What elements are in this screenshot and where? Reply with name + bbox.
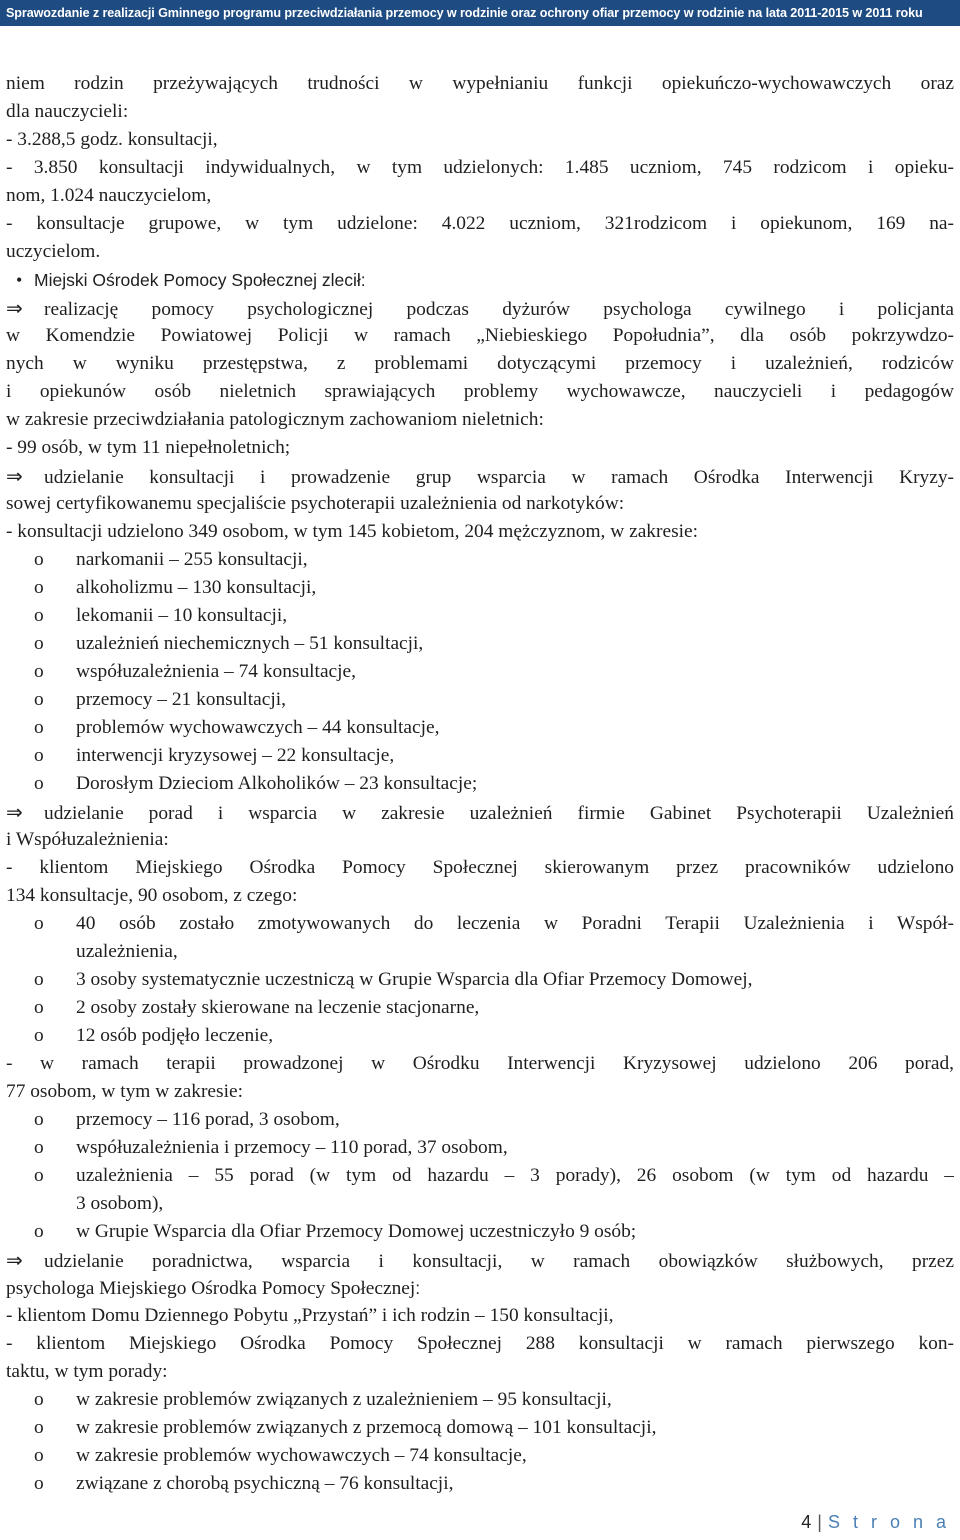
paragraph-line: i opiekunów osób nieletnich sprawiających problemy wychowawcze, nauczycieli i pedagogów [6,381,954,402]
sub-item-text: 3 osoby systematycznie uczestniczą w Grupie Wsparcia dla Ofiar Przemocy Domowej, [76,969,753,990]
bullet-icon: • [16,270,23,290]
sub-list-item [6,1218,954,1246]
sub-bullet-icon: o [34,717,44,738]
paragraph-line: uczycielom. [6,241,101,262]
sub-bullet-icon: o [34,913,44,934]
arrow-icon: ⇒ [6,800,23,824]
paragraph-line: nom, 1.024 nauczycielom, [6,185,212,206]
page-header: Sprawozdanie z realizacji Gminnego programu przeciwdziałania przemocy w rodzinie oraz ochrony ofiar przemocy w rodzinie na lata 2011-2015 w 2011 roku [0,0,960,26]
sub-item-text: uzależnień niechemicznych – 51 konsultacji, [76,633,424,654]
paragraph-line: - konsultacje grupowe, w tym udzielone: 4.022 uczniom, 321rodzicom i opiekunom, 169 na- [6,213,954,234]
bullet-item [6,266,954,294]
sub-list-item [6,966,954,994]
sub-bullet-icon: o [34,997,44,1018]
sub-bullet-icon: o [34,773,44,794]
sub-item-text: 40 osób zostało zmotywowanych do leczenia w Poradni Terapii Uzależnienia i Współ- [76,913,954,934]
sub-list-item [6,910,954,938]
sub-item-text: problemów wychowawczych – 44 konsultacje, [76,717,440,738]
sub-item-text: w zakresie problemów związanych z przemocą domową – 101 konsultacji, [76,1417,657,1438]
paragraph-text: : [415,1278,421,1298]
sub-list-item [6,1022,954,1050]
sub-list-item [6,742,954,770]
sub-bullet-icon: o [34,1137,44,1158]
paragraph-text: psychologa Miejskiego Ośrodka Pomocy Społecznej [6,1278,416,1299]
arrow-item [6,294,954,322]
arrow-text: udzielanie konsultacji i prowadzenie grup wsparcia w ramach Ośrodka Interwencji Kryzy- [44,467,954,488]
sub-list-item [6,574,954,602]
paragraph-line: - klientom Domu Dziennego Pobytu „Przystań” i ich rodzin – 150 konsultacji, [6,1305,614,1326]
sub-bullet-icon: o [34,605,44,626]
sub-list-item [6,1106,954,1134]
sub-list-item [6,770,954,798]
paragraph-line: sowej certyfikowanemu specjaliście psychoterapii uzależnienia od narkotyków: [6,493,625,514]
paragraph-line: - klientom Miejskiego Ośrodka Pomocy Społecznej skierowanym przez pracowników udzielono [6,857,954,878]
sub-bullet-icon: o [34,1165,44,1186]
paragraph-line: - 3.850 konsultacji indywidualnych, w tym udzielonych: 1.485 uczniom, 745 rodzicom i opieku- [6,157,954,178]
sub-item-text: lekomanii – 10 konsultacji, [76,605,288,626]
sub-item-text: w Grupie Wsparcia dla Ofiar Przemocy Domowej uczestniczyło 9 osób; [76,1221,637,1242]
paragraph-line: i Współuzależnienia: [6,829,169,850]
paragraph-line: w zakresie przeciwdziałania patologicznym zachowaniom nieletnich: [6,409,544,430]
sub-list-item [6,630,954,658]
sub-bullet-icon: o [34,1473,44,1494]
sub-item-text: w zakresie problemów związanych z uzależnieniem – 95 konsultacji, [76,1389,612,1410]
document-body [6,70,954,1498]
sub-list-item [6,686,954,714]
arrow-item [6,1246,954,1274]
sub-bullet-icon: o [34,1445,44,1466]
sub-bullet-icon: o [34,1417,44,1438]
sub-bullet-icon: o [34,633,44,654]
sub-item-text: narkomanii – 255 konsultacji, [76,549,308,570]
sub-item-text: przemocy – 21 konsultacji, [76,689,287,710]
sub-list-item [6,546,954,574]
sub-bullet-icon: o [34,1025,44,1046]
sub-item-text: współuzależnienia i przemocy – 110 porad, 37 osobom, [76,1137,508,1158]
paragraph-line: - 3.288,5 godz. konsultacji, [6,129,218,150]
arrow-item [6,798,954,826]
paragraph-line: 134 konsultacje, 90 osobom, z czego: [6,885,298,906]
paragraph-line: - 99 osób, w tym 11 niepełnoletnich; [6,437,291,458]
page-label: S t r o n a [827,1512,950,1532]
paragraph-line: nych w wyniku przestępstwa, z problemami dotyczącymi przemocy i uzależnień, rodziców [6,353,954,374]
arrow-icon: ⇒ [6,464,23,488]
sub-bullet-icon: o [34,969,44,990]
arrow-text: udzielanie porad i wsparcia w zakresie uzależnień firmie Gabinet Psychoterapii Uzależnień [44,803,954,824]
paragraph-line: taktu, w tym porady: [6,1361,168,1382]
sub-item-text: Dorosłym Dzieciom Alkoholików – 23 konsultacje; [76,773,478,794]
footer-separator: | [817,1512,822,1532]
bullet-text: Miejski Ośrodek Pomocy Społecznej zlecił: [34,270,366,290]
sub-list-item [6,1134,954,1162]
sub-item-text: 12 osób podjęło leczenie, [76,1025,274,1046]
sub-list-item [6,1442,954,1470]
paragraph-line [6,1274,954,1302]
arrow-icon: ⇒ [6,1248,23,1272]
sub-list-item [6,994,954,1022]
sub-item-text: 2 osoby zostały skierowane na leczenie stacjonarne, [76,997,480,1018]
page-number: 4 [801,1512,812,1532]
sub-list-item [6,1386,954,1414]
sub-bullet-icon: o [34,689,44,710]
sub-list-item [6,714,954,742]
sub-bullet-icon: o [34,745,44,766]
sub-bullet-icon: o [34,549,44,570]
sub-item-text: związane z chorobą psychiczną – 76 konsultacji, [76,1473,454,1494]
sub-item-text: interwencji kryzysowej – 22 konsultacje, [76,745,395,766]
sub-bullet-icon: o [34,1389,44,1410]
paragraph-line: 77 osobom, w tym w zakresie: [6,1081,243,1102]
arrow-icon: ⇒ [6,296,23,320]
sub-list-item [6,1162,954,1190]
sub-bullet-icon: o [34,1109,44,1130]
paragraph-line: - konsultacji udzielono 349 osobom, w tym 145 kobietom, 204 mężczyznom, w zakresie: [6,521,698,542]
sub-item-continuation: uzależnienia, [76,941,178,962]
sub-item-text: w zakresie problemów wychowawczych – 74 konsultacje, [76,1445,527,1466]
paragraph-line: dla nauczycieli: [6,101,129,122]
arrow-item [6,462,954,490]
sub-bullet-icon: o [34,577,44,598]
sub-item-text: alkoholizmu – 130 konsultacji, [76,577,317,598]
sub-item-text: współuzależnienia – 74 konsultacje, [76,661,356,682]
arrow-text: realizację pomocy psychologicznej podczas dyżurów psychologa cywilnego i policjanta [44,299,954,320]
arrow-text: udzielanie poradnictwa, wsparcia i konsultacji, w ramach obowiązków służbowych, przez [44,1251,954,1272]
sub-item-text: uzależnienia – 55 porad (w tym od hazardu – 3 porady), 26 osobom (w tym od hazardu – [76,1165,954,1186]
sub-list-item [6,1470,954,1498]
sub-bullet-icon: o [34,1221,44,1242]
page-footer [801,1512,950,1533]
sub-item-text: przemocy – 116 porad, 3 osobom, [76,1109,340,1130]
sub-list-item [6,1414,954,1442]
sub-list-item [6,602,954,630]
sub-item-continuation: 3 osobom), [76,1193,164,1214]
sub-bullet-icon: o [34,661,44,682]
paragraph-line: - w ramach terapii prowadzonej w Ośrodku Interwencji Kryzysowej udzielono 206 porad, [6,1053,954,1074]
paragraph-line: niem rodzin przeżywających trudności w wypełnianiu funkcji opiekuńczo-wychowawczych oraz [6,73,954,94]
paragraph-line: w Komendzie Powiatowej Policji w ramach „Niebieskiego Popołudnia”, dla osób pokrzywdzo- [6,325,954,346]
paragraph-line: - klientom Miejskiego Ośrodka Pomocy Społecznej 288 konsultacji w ramach pierwszego kon- [6,1333,954,1354]
sub-list-item [6,658,954,686]
